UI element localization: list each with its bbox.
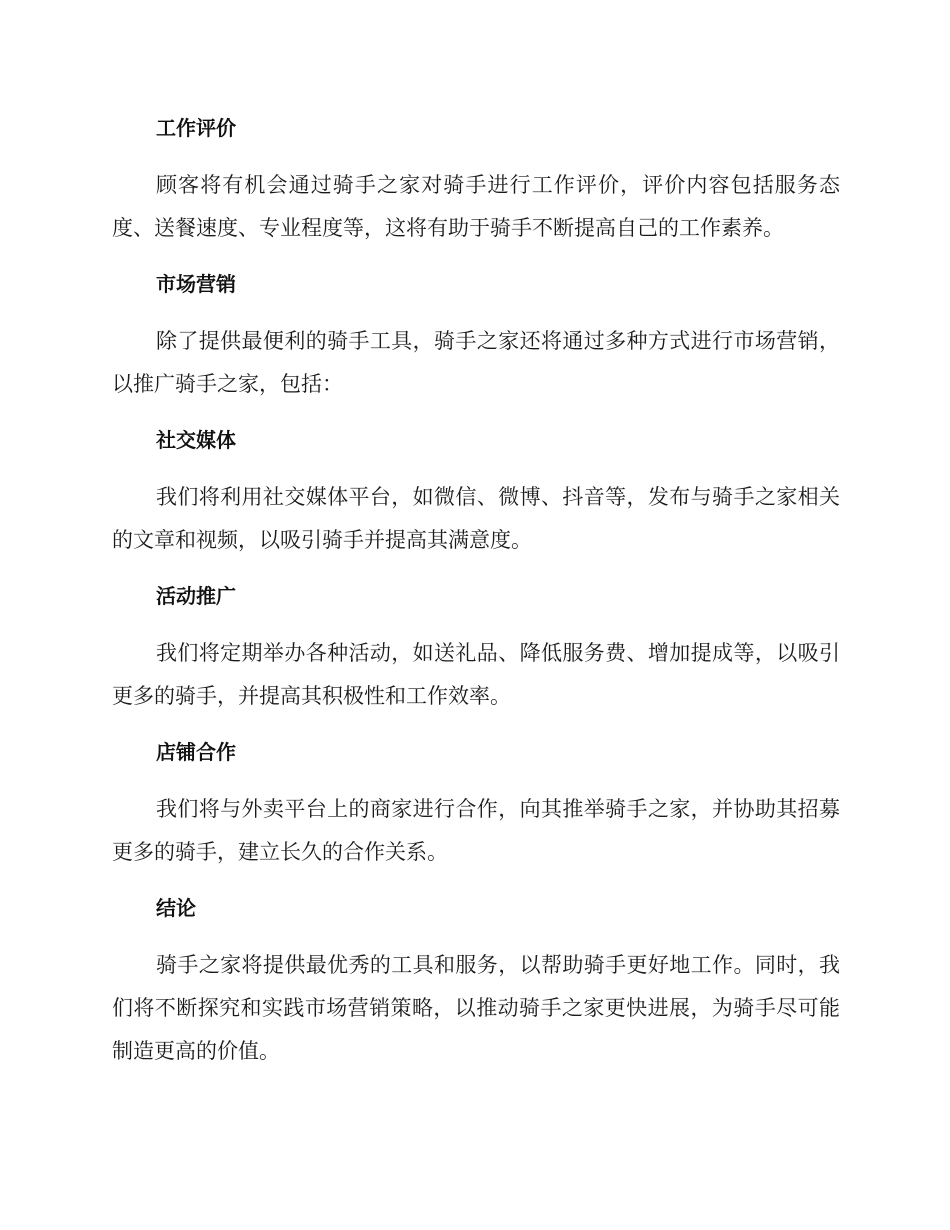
section-work-evaluation [112,108,840,250]
section-paragraph: 顾客将有机会通过骑手之家对骑手进行工作评价，评价内容包括服务态度、送餐速度、专业程度等，这将有助于骑手不断提高自己的工作素养。 [112,173,840,240]
section-paragraph: 除了提供最便利的骑手工具，骑手之家还将通过多种方式进行市场营销，以推广骑手之家，包括： [112,329,840,396]
section-heading: 市场营销 [156,272,236,296]
section-social-media [112,420,840,562]
section-paragraph: 我们将与外卖平台上的商家进行合作，向其推举骑手之家，并协助其招募更多的骑手，建立长久的合作关系。 [112,797,840,864]
section-paragraph: 我们将定期举办各种活动，如送礼品、降低服务费、增加提成等，以吸引更多的骑手，并提高其积极性和工作效率。 [112,641,840,708]
document-content [112,108,840,1087]
section-conclusion [112,888,840,1073]
section-heading: 结论 [156,896,196,920]
section-heading: 工作评价 [156,116,236,140]
section-heading: 社交媒体 [156,428,236,452]
section-marketing [112,264,840,406]
section-paragraph: 骑手之家将提供最优秀的工具和服务，以帮助骑手更好地工作。同时，我们将不断探究和实践市场营销策略，以推动骑手之家更快进展，为骑手尽可能制造更高的价值。 [112,953,840,1063]
section-heading: 店铺合作 [156,740,236,764]
section-paragraph: 我们将利用社交媒体平台，如微信、微博、抖音等，发布与骑手之家相关的文章和视频，以吸引骑手并提高其满意度。 [112,485,840,552]
section-store-cooperation [112,732,840,874]
section-heading: 活动推广 [156,584,236,608]
section-event-promotion [112,576,840,718]
